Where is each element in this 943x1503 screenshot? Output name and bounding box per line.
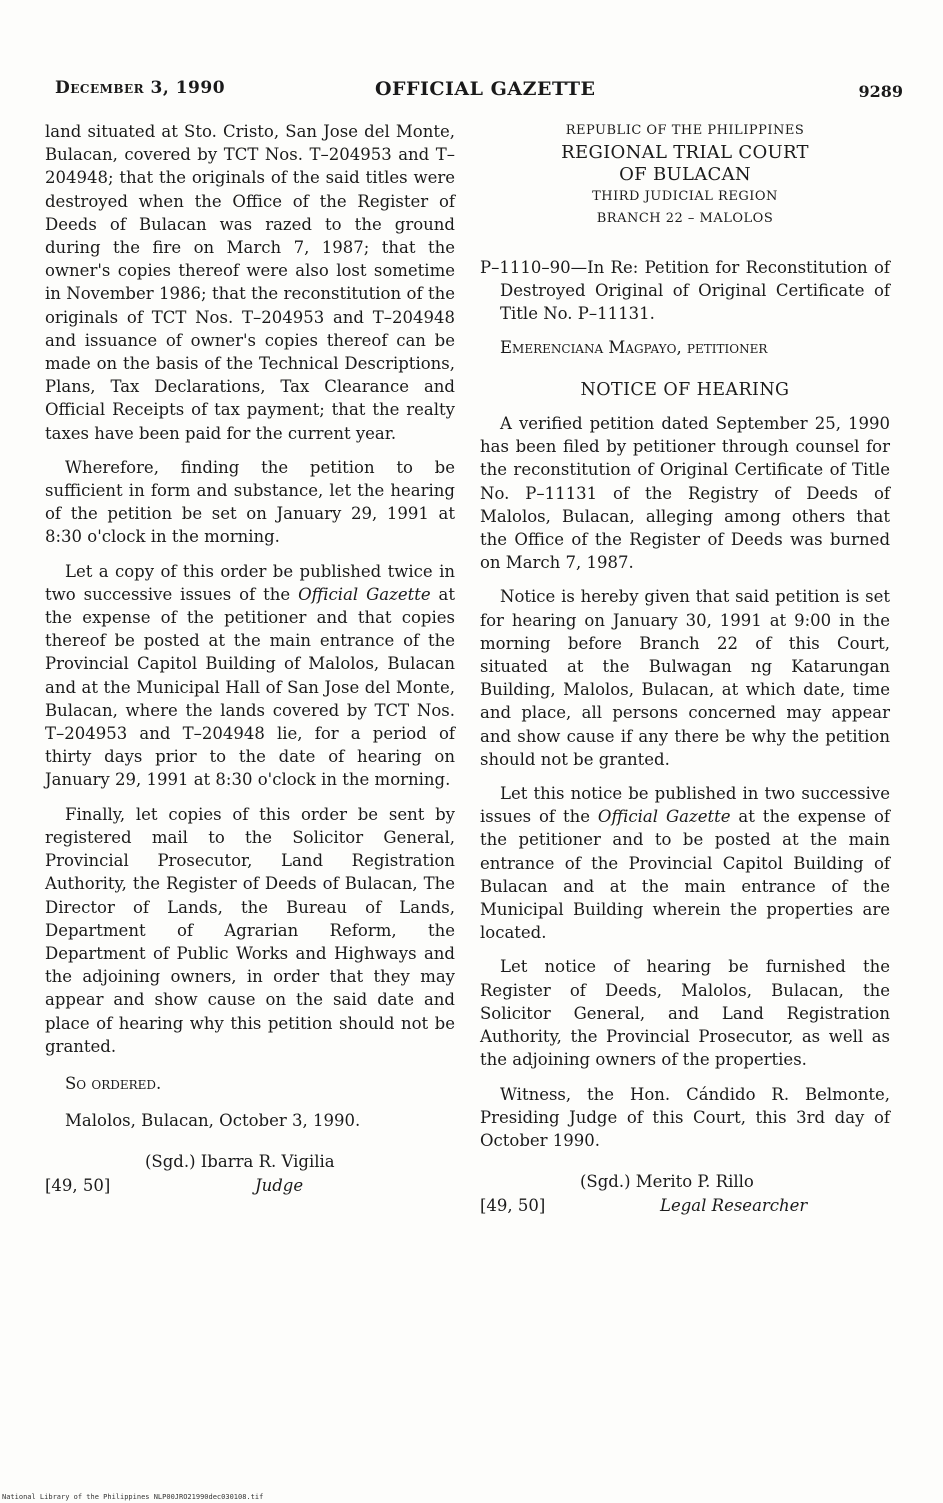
branch-line: BRANCH 22 – MALOLOS <box>596 211 774 226</box>
witness-paragraph: Witness, the Hon. Cándido R. Belmonte, Presiding Judge of this Court, this 3rd day of October 1990. <box>480 1084 890 1150</box>
signatory-role: Judge <box>255 1176 304 1196</box>
notice-paragraph: Let this notice be published in two successive issues of the Official Gazette at the expense of the petitioner and to be posted at the main entrance of the Provincial Capitol Building of Bulacan and at the main entrance of the Municipal Building wherein the properties are located. <box>480 784 890 943</box>
signatory: (Sgd.) Merito P. Rillo <box>580 1172 754 1192</box>
signatory: (Sgd.) Ibarra R. Vigilia <box>145 1152 335 1172</box>
left-column <box>45 120 455 1204</box>
page-header <box>55 78 903 106</box>
gazette-italic: Official Gazette <box>597 807 731 827</box>
place-date: Malolos, Bulacan, October 3, 1990. <box>65 1111 361 1131</box>
court-caption <box>480 120 890 230</box>
republic-line: REPUBLIC OF THE PHILIPPINES <box>565 123 805 138</box>
signature-block <box>480 1170 890 1224</box>
page-number: 9289 <box>858 82 903 101</box>
signature-block <box>45 1150 455 1204</box>
right-column <box>480 120 890 1224</box>
notice-title: NOTICE OF HEARING <box>580 379 790 400</box>
notice-paragraph: Notice is hereby given that said petition is set for hearing on January 30, 1991 at 9:00 in the morning before Branch 22 of this Court, situated at the Bulwagan ng Katarungan Building, Malolos, Bulacan, at which date, time and place, all persons concerned may appear and show cause if any there be why the petition should not be granted. <box>480 587 890 769</box>
so-ordered: So ordered. <box>65 1073 162 1093</box>
notice-paragraph: A verified petition dated September 25, 1990 has been filed by petitioner through counsel for the reconstitution of Original Certificate of Title No. P–11131 of the Registry of Deeds of Malolos, Bulacan, alleging among others that the Office of the Register of Deeds was burned on March 7, 1987. <box>480 414 890 573</box>
issue-reference: [49, 50] <box>480 1196 546 1216</box>
scan-footer: National Library of the Philippines NLP00JRO21990dec030108.tif <box>2 1493 264 1501</box>
order-paragraph: land situated at Sto. Cristo, San Jose del Monte, Bulacan, covered by TCT Nos. T–204953 and T–204948; that the originals of the said titles were destroyed when the Office of the Register of Deeds of Bulacan was razed to the ground during the fire on March 7, 1987; that the owner's copies thereof were also lost sometime in November 1986; that the reconstitution of the originals of TCT Nos. T–204953 and T–204948 and issuance of owner's copies thereof can be made on the basis of the Technical Descriptions, Plans, Tax Declarations, Tax Clearance and Official Receipts of tax payment; that the realty taxes have been paid for the current year. <box>45 122 455 443</box>
signatory-role: Legal Researcher <box>660 1196 808 1216</box>
court-name-line1: REGIONAL TRIAL COURT <box>561 142 809 163</box>
gazette-italic: Official Gazette <box>298 584 431 604</box>
publication-title: OFFICIAL GAZETTE <box>375 78 596 100</box>
order-paragraph: Wherefore, finding the petition to be sufficient in form and substance, let the hearing of the petition be set on January 29, 1991 at 8:30 o'clock in the morning. <box>45 457 455 547</box>
issue-reference: [49, 50] <box>45 1176 111 1196</box>
case-title: P–1110–90—In Re: Petition for Reconstitution of Destroyed Original of Original Certificate of Title No. P–11131. <box>480 258 890 324</box>
court-name-line2: OF BULACAN <box>619 164 751 185</box>
notice-paragraph: Let notice of hearing be furnished the Register of Deeds, Malolos, Bulacan, the Solicitor General, and Land Registration Authority, the Provincial Prosecutor, as well as the adjoining owners of the properties. <box>480 957 890 1070</box>
issue-date: December 3, 1990 <box>55 78 226 98</box>
order-paragraph: Let a copy of this order be published twice in two successive issues of the Official Gazette at the expense of the petitioner and that copies thereof be posted at the main entrance of the Provincial Capitol Building of Malolos, Bulacan and at the Municipal Hall of San Jose del Monte, Bulacan, where the lands covered by TCT Nos. T–204953 and T–204948 lie, for a period of thirty days prior to the date of hearing on January 29, 1991 at 8:30 o'clock in the morning. <box>45 561 456 790</box>
region-line: THIRD JUDICIAL REGION <box>592 189 778 204</box>
petitioner-line: Emerenciana Magpayo, petitioner <box>500 337 768 357</box>
order-paragraph: Finally, let copies of this order be sent by registered mail to the Solicitor General, Provincial Prosecutor, Land Registration Authority, the Register of Deeds of Bulacan, The Director of Lands, the Bureau of Lands, Department of Agrarian Reform, the Department of Public Works and Highways and the adjoining owners, in order that they may appear and show cause on the said date and place of hearing why this petition should not be granted. <box>45 804 455 1056</box>
